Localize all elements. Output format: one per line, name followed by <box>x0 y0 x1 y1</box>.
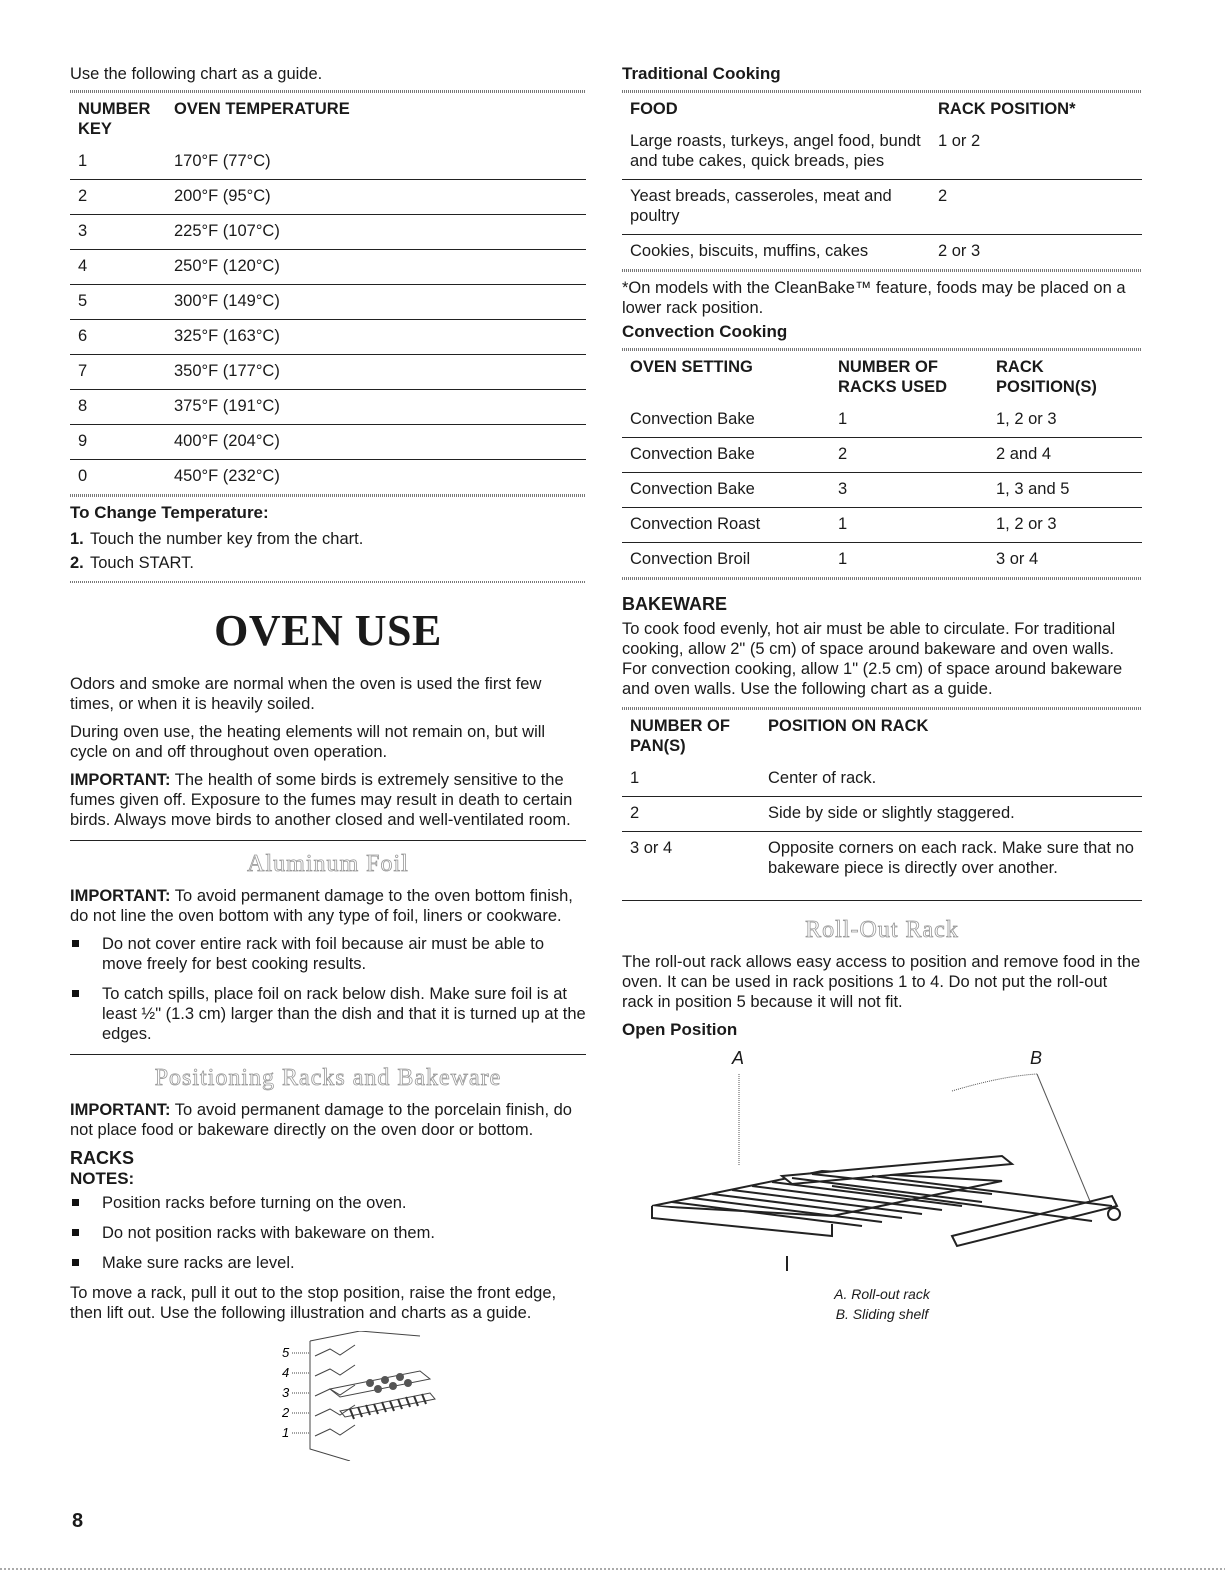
list-item: To catch spills, place foil on rack below dish. Make sure foil is at least ½" (1.3 cm) larger than the dish and that it is turned up at the edges. <box>70 984 586 1044</box>
section-rule <box>622 900 1142 901</box>
table-cell: 8 <box>70 390 166 425</box>
convection-table <box>622 351 1142 577</box>
table-cell: 9 <box>70 425 166 460</box>
table-row <box>70 180 586 215</box>
table-cell: 325°F (163°C) <box>166 320 586 355</box>
table-row <box>70 320 586 355</box>
left-column <box>70 64 586 1461</box>
table-row <box>70 460 586 495</box>
paragraph: Odors and smoke are normal when the oven is used the first few times, or when it is heavily soiled. <box>70 675 542 713</box>
table-cell: 170°F (77°C) <box>166 145 586 180</box>
table-cell: 375°F (191°C) <box>166 390 586 425</box>
table-cell: 1 <box>830 403 988 438</box>
paragraph: The roll-out rack allows easy access to position and remove food in the oven. It can be used in rack positions 1 to 4. Do not put the roll-out rack in position 5 because it will not fit. <box>622 953 1141 1011</box>
section-rule <box>70 1054 586 1055</box>
table-row <box>622 543 1142 578</box>
table-header: NUMBER KEY <box>78 100 151 138</box>
table-cell: 3 or 4 <box>630 839 673 857</box>
list-item: Position racks before turning on the oven. <box>70 1193 586 1213</box>
table-cell: Large roasts, turkeys, angel food, bundt and tube cakes, quick breads, pies <box>622 125 930 180</box>
list-item: 2. Touch START. <box>70 554 194 572</box>
table-cell: 2 <box>622 797 760 832</box>
table-cell: 1 <box>70 145 166 180</box>
foil-bullets <box>70 934 586 1044</box>
oven-use-title: OVEN USE <box>214 606 442 655</box>
table-header: POSITION ON RACK <box>768 717 929 735</box>
paragraph: To cook food evenly, hot air must be able to circulate. For traditional cooking, allow 2" (5 cm) of space around bakeware and oven walls. For convection cooking, allow 1" (2.5 cm) of space around bakeware and oven walls. Use the following chart as a guide. <box>622 620 1123 698</box>
table-cell: 1 <box>830 508 988 543</box>
table-cell: 4 <box>70 250 166 285</box>
table-header: OVEN TEMPERATURE <box>174 100 350 118</box>
racks-heading: RACKS <box>70 1148 135 1168</box>
table-cell: Convection Bake <box>622 473 830 508</box>
table-cell: 1, 2 or 3 <box>988 403 1142 438</box>
table-row <box>70 425 586 460</box>
notes-bullets <box>70 1193 586 1273</box>
table-row <box>70 355 586 390</box>
table-cell: 3 <box>830 473 988 508</box>
traditional-table <box>622 93 1142 269</box>
rack-number-label: 3 <box>282 1385 290 1400</box>
change-temperature-steps <box>70 529 586 573</box>
table-row <box>70 250 586 285</box>
list-item: 1. Touch the number key from the chart. <box>70 530 364 548</box>
rack-number-label: 4 <box>282 1365 290 1380</box>
table-cell: 2 <box>830 438 988 473</box>
table-cell: 2 <box>930 180 1142 235</box>
table-row <box>70 390 586 425</box>
table-row <box>622 180 1142 235</box>
table-cell: 2 and 4 <box>988 438 1142 473</box>
table-header: FOOD <box>630 100 678 118</box>
table-cell: Convection Broil <box>630 550 751 568</box>
table-cell: 200°F (95°C) <box>166 180 586 215</box>
table-row <box>622 125 1142 180</box>
callout-b-label: B <box>1030 1048 1043 1068</box>
table-cell: 6 <box>70 320 166 355</box>
paragraph: IMPORTANT: The health of some birds is extremely sensitive to the fumes given off. Exposure to the fumes may result in death to certain birds. Always move birds to another closed and well-ventilated room. <box>70 771 573 829</box>
caption-b: B. Sliding shelf <box>835 1306 929 1322</box>
positioning-title: Positioning Racks and Bakeware <box>154 1065 502 1091</box>
cleanbake-note: *On models with the CleanBake™ feature, foods may be placed on a lower rack position. <box>622 279 1126 317</box>
callout-a-label: A <box>732 1048 745 1068</box>
roll-out-rack-illustration <box>622 1046 1142 1322</box>
divider <box>70 581 586 583</box>
table-cell: 1 <box>838 550 848 568</box>
table-cell: 2 or 3 <box>938 242 981 260</box>
table-cell: 250°F (120°C) <box>166 250 586 285</box>
table-cell: 3 <box>70 215 166 250</box>
list-item: Do not cover entire rack with foil because air must be able to move freely for best cooking results. <box>70 934 586 974</box>
table-cell: 5 <box>70 285 166 320</box>
list-item: Make sure racks are level. <box>70 1253 586 1273</box>
divider <box>622 577 1142 580</box>
page-number: 8 <box>72 1510 84 1532</box>
table-row <box>622 797 1142 832</box>
rack-number-label: 1 <box>282 1425 290 1440</box>
table-row <box>70 145 586 180</box>
table-cell: Convection Roast <box>622 508 830 543</box>
table-cell: 7 <box>70 355 166 390</box>
change-temperature-heading: To Change Temperature: <box>70 503 269 522</box>
bakeware-table <box>622 710 1142 886</box>
right-column <box>622 64 1142 1322</box>
temperature-table <box>70 93 586 494</box>
table-cell: Center of rack. <box>760 762 1142 797</box>
paragraph: To move a rack, pull it out to the stop position, raise the front edge, then lift out. Use the following illustration and charts as a guide. <box>70 1284 557 1322</box>
temp-chart-intro: Use the following chart as a guide. <box>70 65 323 83</box>
oven-rack-diagram <box>270 1331 490 1461</box>
table-cell: 225°F (107°C) <box>166 215 586 250</box>
table-cell: 400°F (204°C) <box>166 425 586 460</box>
list-item: Do not position racks with bakeware on them. <box>70 1223 586 1243</box>
aluminum-foil-title: Aluminum Foil <box>247 851 409 877</box>
table-header: NUMBER OF PAN(S) <box>630 717 730 755</box>
table-cell: Convection Bake <box>622 403 830 438</box>
open-position-heading: Open Position <box>622 1020 738 1039</box>
table-cell: Opposite corners on each rack. Make sure that no bakeware piece is directly over another. <box>768 839 1134 877</box>
notes-heading: NOTES: <box>70 1169 135 1188</box>
table-header: NUMBER OF RACKS USED <box>838 358 948 396</box>
table-cell: 2 <box>70 180 166 215</box>
table-cell: 1, 2 or 3 <box>988 508 1142 543</box>
table-header: RACK POSITION* <box>938 100 1076 118</box>
table-cell: Cookies, biscuits, muffins, cakes <box>630 242 869 260</box>
table-cell: Side by side or slightly staggered. <box>760 797 1142 832</box>
section-rule <box>70 840 586 841</box>
table-row <box>622 235 1142 270</box>
paragraph: During oven use, the heating elements will not remain on, but will cycle on and off throughout oven operation. <box>70 723 546 761</box>
table-cell: Yeast breads, casseroles, meat and poultry <box>622 180 930 235</box>
table-row <box>622 832 1142 887</box>
table-cell: 1 <box>622 762 760 797</box>
table-row <box>622 473 1142 508</box>
bakeware-heading: BAKEWARE <box>622 594 728 614</box>
table-row <box>622 438 1142 473</box>
rack-positions-illustration <box>70 1331 586 1461</box>
paragraph: IMPORTANT: To avoid permanent damage to the oven bottom finish, do not line the oven bottom with any type of foil, liners or cookware. <box>70 887 573 925</box>
table-row <box>622 508 1142 543</box>
caption-a: A. Roll-out rack <box>834 1286 930 1302</box>
divider <box>622 269 1142 272</box>
convection-heading: Convection Cooking <box>622 322 788 341</box>
table-cell: 1, 3 and 5 <box>988 473 1142 508</box>
table-cell: 3 or 4 <box>996 550 1039 568</box>
rack-number-label: 5 <box>282 1345 290 1360</box>
table-row <box>622 403 1142 438</box>
table-header: OVEN SETTING <box>630 358 753 376</box>
table-row <box>70 215 586 250</box>
roll-out-rack-title: Roll-Out Rack <box>805 917 959 943</box>
table-cell: 300°F (149°C) <box>166 285 586 320</box>
table-cell: 0 <box>78 467 88 485</box>
roll-out-rack-diagram <box>622 1046 1142 1286</box>
table-row <box>622 762 1142 797</box>
bottom-edge <box>0 1568 1225 1570</box>
table-row <box>70 285 586 320</box>
paragraph: IMPORTANT: To avoid permanent damage to the porcelain finish, do not place food or bakeware directly on the oven door or bottom. <box>70 1101 572 1139</box>
traditional-heading: Traditional Cooking <box>622 64 781 83</box>
table-cell: Convection Bake <box>622 438 830 473</box>
rack-number-label: 2 <box>282 1405 290 1420</box>
table-cell: 450°F (232°C) <box>174 467 280 485</box>
divider <box>70 494 586 497</box>
table-cell: 350°F (177°C) <box>166 355 586 390</box>
table-cell: 1 or 2 <box>930 125 1142 180</box>
table-header: RACK POSITION(S) <box>996 358 1097 396</box>
figure-caption <box>622 1284 1142 1324</box>
